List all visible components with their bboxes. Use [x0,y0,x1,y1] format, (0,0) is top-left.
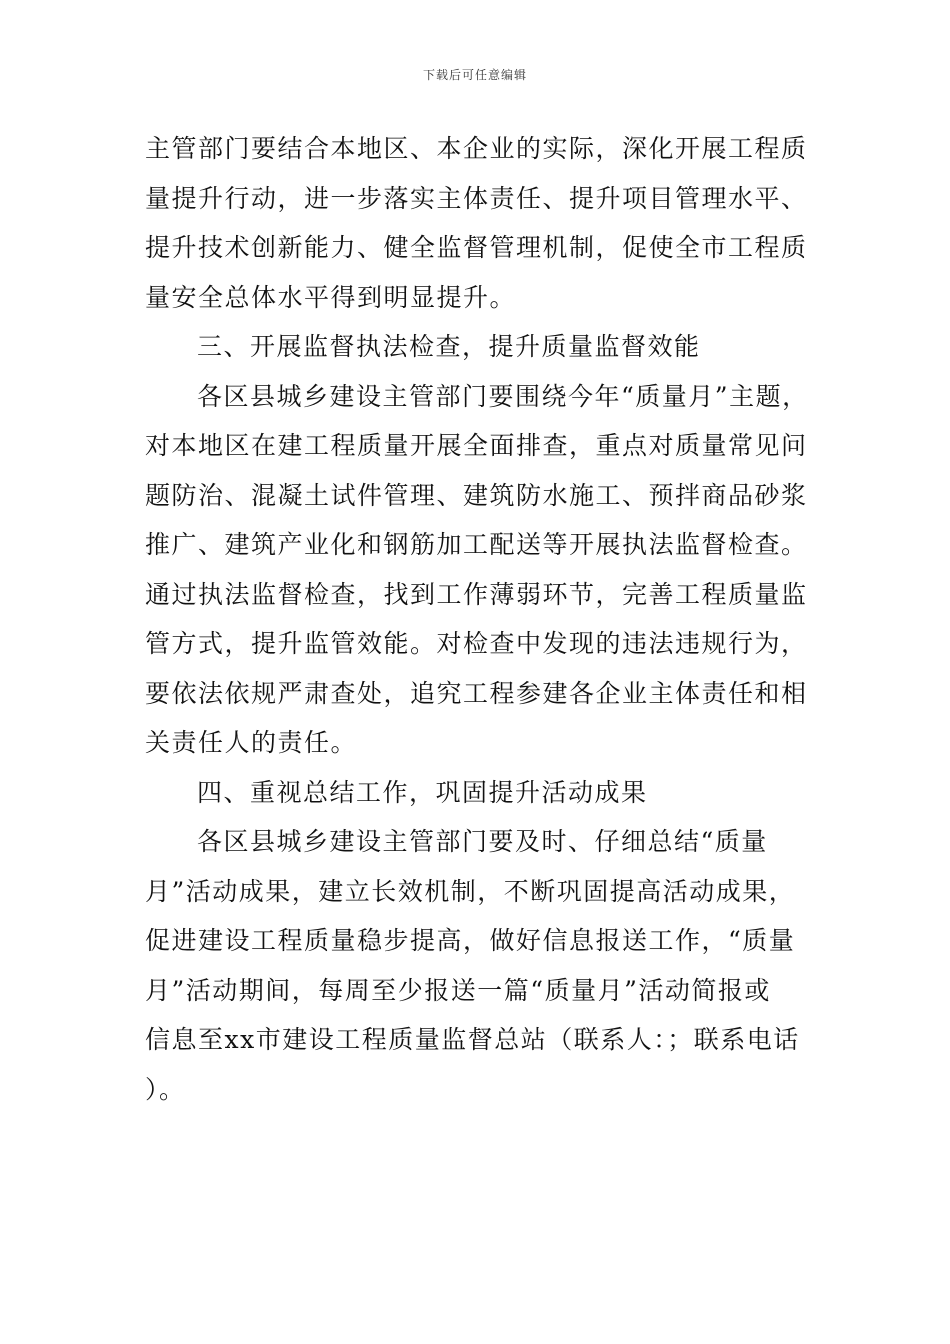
text-line: 通过执法监督检查，找到工作薄弱环节，完善工程质量监 [145,579,808,609]
text-line: 关责任人的责任。 [145,728,358,757]
text-line: 量提升行动，进一步落实主体责任、提升项目管理水平、 [145,183,808,213]
text-line: 对本地区在建工程质量开展全面排查，重点对质量常见问 [145,431,808,460]
text-line: 各区县城乡建设主管部门要及时、仔细总结“质量 [197,827,768,856]
section-heading-4: 四、重视总结工作，巩固提升活动成果 [197,777,648,807]
text-line: 各区县城乡建设主管部门要围绕今年“质量月”主题， [197,381,809,411]
text-line: 促进建设工程质量稳步提高，做好信息报送工作，“质量 [145,926,796,955]
text-line: 月”活动成果，建立长效机制，不断巩固提高活动成果， [145,876,796,906]
text-line: 量安全总体水平得到明显提升。 [145,282,517,312]
text-line: ）。 [145,1074,186,1104]
text-line: 提升技术创新能力、健全监督管理机制，促使全市工程质 [145,233,808,262]
text-line: 要依法依规严肃查处，追究工程参建各企业主体责任和相 [145,678,808,708]
text-line: 主管部门要结合本地区、本企业的实际，深化开展工程质 [145,134,808,163]
header-note: 下载后可任意编辑 [422,68,527,82]
document-body [145,124,820,1114]
text-line: 推广、建筑产业化和钢筋加工配送等开展执法监督检查。 [145,530,808,559]
text-line: 管方式，提升监管效能。对检查中发现的违法违规行为， [145,629,808,658]
text-line: 月”活动期间，每周至少报送一篇“质量月”活动简报或 [145,975,771,1005]
text-line: 信息至xx市建设工程质量监督总站（联系人：；联系电话 [145,1025,800,1054]
text-line: 题防治、混凝土试件管理、建筑防水施工、预拌商品砂浆 [145,480,808,510]
section-heading-3: 三、开展监督执法检查，提升质量监督效能 [197,332,701,361]
